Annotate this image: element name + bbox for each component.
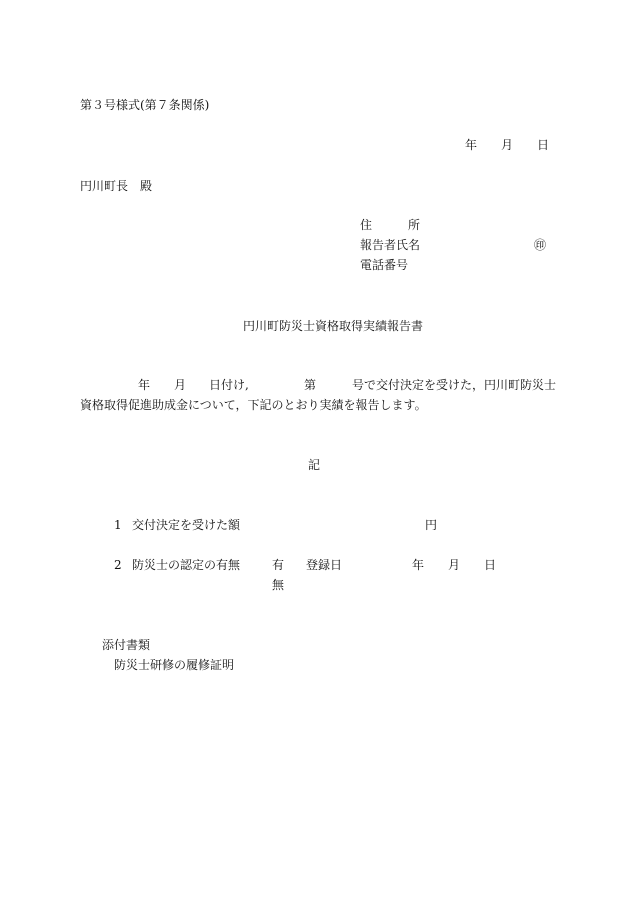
reporter-name-label: 報告者氏名 [360,238,421,252]
form-number: 第３号様式(第７条関係) [80,98,210,112]
addressee: 円川町長 殿 [80,179,153,193]
yen-unit: 円 [425,518,438,532]
body-line2: 資格取得促進助成金について，下記のとおり実績を報告します。 [80,398,427,412]
seal-mark: ㊞ [534,238,547,252]
address-label: 住 所 [360,218,421,232]
phone-label: 電話番号 [360,258,409,272]
item-number: 1 [114,518,122,532]
item-number: 2 [114,558,122,572]
body-day: 日付け, [209,378,249,392]
attachments-heading: 添付書類 [102,638,151,652]
document-title: 円川町防災士資格取得実績報告書 [243,319,424,333]
option-no: 無 [272,578,285,592]
item-label: 交付決定を受けた額 [132,518,241,532]
registration-date: 年 月 日 [412,558,497,572]
body-line1-rest: 号で交付決定を受けた，円川町防災士 [352,378,557,392]
date-line: 年 月 日 [465,138,550,152]
ki-heading: 記 [308,458,321,472]
item-label: 防災士の認定の有無 [132,558,241,572]
body-year: 年 [138,378,151,392]
registration-date-label: 登録日 [306,558,343,572]
option-yes: 有 [272,558,285,572]
body-month: 月 [174,378,187,392]
body-number-prefix: 第 [304,378,317,392]
attachment-item: 防災士研修の履修証明 [114,658,235,672]
